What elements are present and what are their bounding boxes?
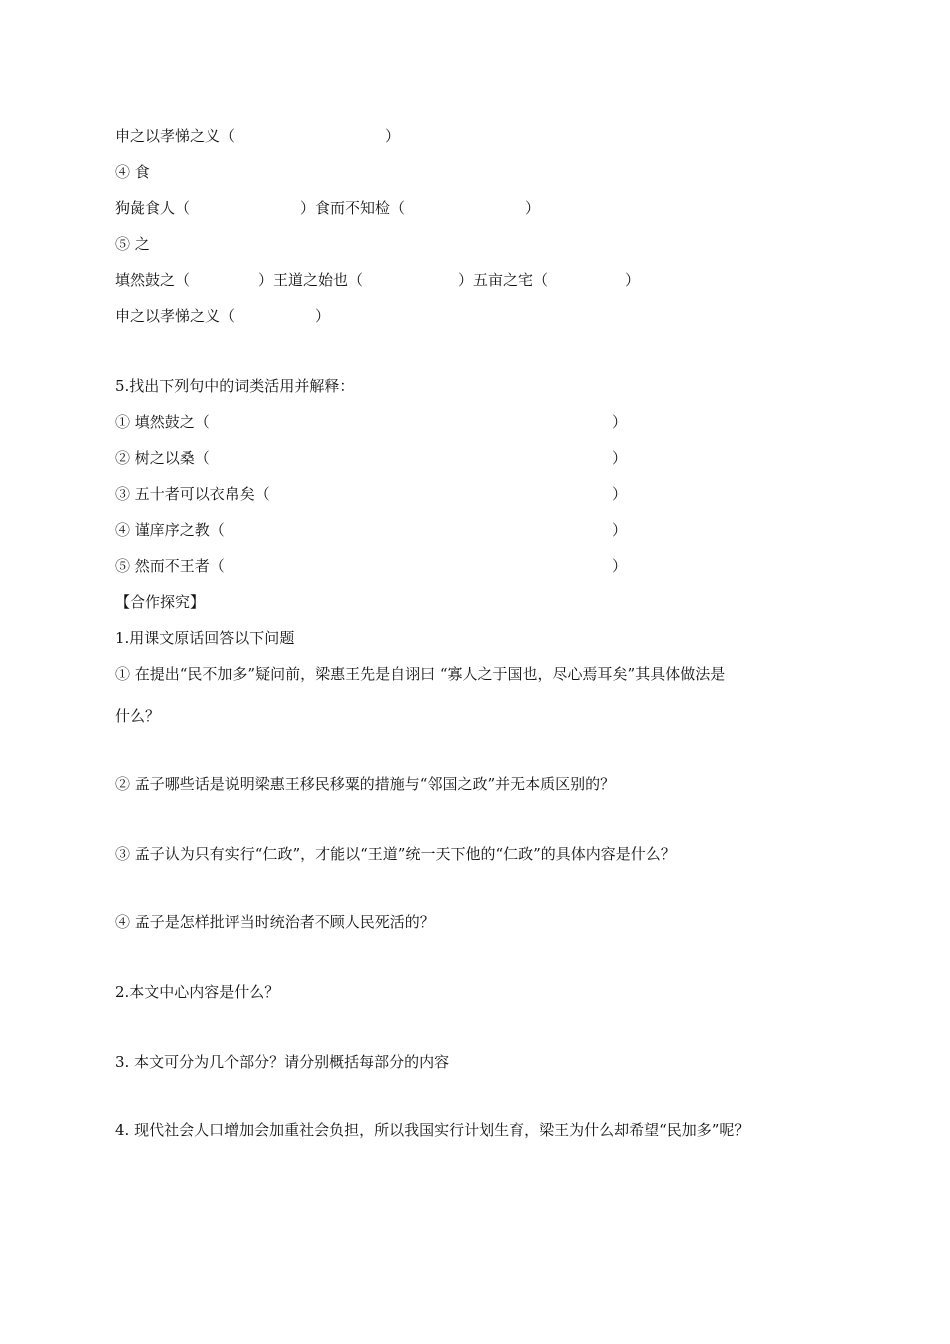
zhi-heading: ⑤ 之 [115,235,150,253]
item-5-close: ） [612,557,628,575]
shi-part1: 狗彘食人（ [115,199,191,217]
item-4-close: ） [612,521,628,539]
item-3-close: ） [612,485,628,503]
q1-sub2: ② 孟子哪些话是说明梁惠王移民移粟的措施与“邻国之政”并无本质区别的？ [115,775,616,793]
shi-close2: ） [525,199,541,217]
q2: 2.本文中心内容是什么？ [115,983,280,1001]
zhi-part3: 五亩之宅（ [473,271,549,289]
item-5-text: ⑤ 然而不王者（ [115,557,225,575]
shen-line-1-text: 申之以孝悌之义（ [115,127,236,145]
q1-sub3: ③ 孟子认为只有实行“仁政”，才能以“王道”统一天下他的“仁政”的具体内容是什么？ [115,845,676,863]
zhi-close2: ） [458,271,474,289]
section5-title: 5.找出下列句中的词类活用并解释： [115,377,355,395]
shen-line-2-text: 申之以孝悌之义（ [115,307,236,325]
item-4-text: ④ 谨庠序之教（ [115,521,225,539]
item-1-text: ① 填然鼓之（ [115,413,210,431]
q1-title: 1.用课文原话回答以下问题 [115,629,295,647]
zhi-close1: ） [258,271,274,289]
shi-part2: 食而不知检（ [315,199,406,217]
shen-line-2-close: ） [315,307,331,325]
q4: 4. 现代社会人口增加会加重社会负担，所以我国实行计划生育，梁王为什么却希望“民加多”呢？ [115,1121,750,1139]
shen-line-1-close: ） [385,127,401,145]
item-2-close: ） [612,449,628,467]
q3: 3. 本文可分为几个部分？请分别概括每部分的内容 [115,1053,450,1071]
shi-close1: ） [300,199,316,217]
item-2-text: ② 树之以桑（ [115,449,210,467]
shi-heading: ④ 食 [115,163,150,181]
zhi-close3: ） [625,271,641,289]
zhi-part2: 王道之始也（ [273,271,364,289]
q1-sub1-line2: 什么？ [115,707,161,725]
item-1-close: ） [612,413,628,431]
item-3-text: ③ 五十者可以衣帛矣（ [115,485,270,503]
zhi-part1: 填然鼓之（ [115,271,191,289]
q1-sub4: ④ 孟子是怎样批评当时统治者不顾人民死活的？ [115,913,435,931]
q1-sub1-line1: ① 在提出“民不加多”疑问前，梁惠王先是自诩曰 “寡人之于国也，尽心焉耳矣”其具体做法是 [115,665,726,683]
cooperation-heading: 【合作探究】 [115,593,206,611]
